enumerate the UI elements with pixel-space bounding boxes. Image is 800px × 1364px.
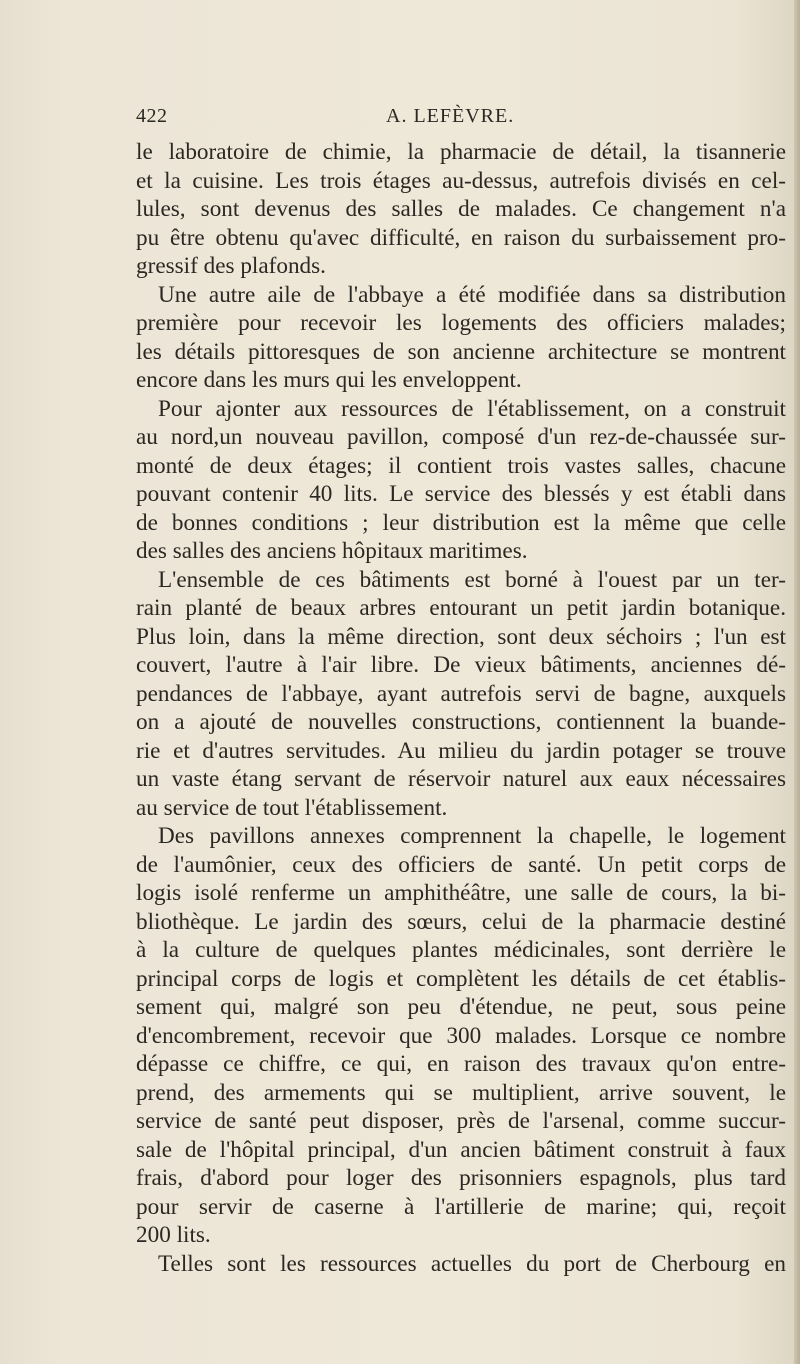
- text-line: pu être obtenu qu'avec difficulté, en raison du surbaissement pro-: [136, 224, 786, 251]
- page-header: [136, 105, 786, 135]
- text-line: première pour recevoir les logements des officiers malades;: [136, 310, 786, 336]
- text-line: Telles sont les ressources actuelles du port de Cherbourg en: [158, 1250, 786, 1277]
- text-line: de bonnes conditions ; leur distribution est la même que celle: [136, 509, 786, 536]
- text-line: le laboratoire de chimie, la pharmacie de détail, la tisannerie: [136, 139, 786, 165]
- text-line: au service de tout l'établissement.: [136, 794, 448, 821]
- text-line: d'encombrement, recevoir que 300 malades. Lorsque ce nombre: [136, 1022, 786, 1049]
- running-head: A. LEFÈVRE.: [386, 105, 515, 127]
- text-line: rain planté de beaux arbres entourant un petit jardin botanique.: [136, 595, 786, 621]
- text-line: les détails pittoresques de son ancienne architecture se montrent: [136, 338, 786, 365]
- text-line: Des pavillons annexes comprennent la chapelle, le logement: [158, 823, 786, 849]
- text-line: pour servir de caserne à l'artillerie de marine; qui, reçoit: [136, 1193, 786, 1220]
- text-line: un vaste étang servant de réservoir naturel aux eaux nécessaires: [136, 766, 786, 792]
- text-line: Plus loin, dans la même direction, sont deux séchoirs ; l'un est: [136, 623, 786, 650]
- text-line: Pour ajonter aux ressources de l'établissement, on a construit: [158, 395, 786, 422]
- page-number: 422: [136, 105, 168, 127]
- text-line: encore dans les murs qui les enveloppent.: [136, 367, 522, 393]
- text-line: principal corps de logis et complètent les détails de cet établis-: [136, 965, 786, 992]
- text-line: lules, sont devenus des salles de malades. Ce changement n'a: [136, 196, 786, 222]
- text-line: monté de deux étages; il contient trois vastes salles, chacune: [136, 452, 786, 479]
- text-line: sement qui, malgré son peu d'étendue, ne peut, sous peine: [136, 994, 786, 1020]
- text-line: L'ensemble de ces bâtiments est borné à l'ouest par un ter-: [158, 566, 786, 593]
- text-line: de l'aumônier, ceux des officiers de santé. Un petit corps de: [136, 851, 786, 878]
- text-line: pouvant contenir 40 lits. Le service des blessés y est établi dans: [136, 481, 786, 507]
- text-line: on a ajouté de nouvelles constructions, contiennent la buande-: [136, 709, 786, 735]
- text-line: rie et d'autres servitudes. Au milieu du jardin potager se trouve: [136, 737, 786, 764]
- text-line: gressif des plafonds.: [136, 253, 326, 279]
- text-line: dépasse ce chiffre, ce qui, en raison des travaux qu'on entre-: [136, 1051, 786, 1077]
- page-edge: [794, 0, 800, 1364]
- text-line: au nord,un nouveau pavillon, composé d'un rez-de-chaussée sur-: [136, 424, 786, 450]
- text-line: bliothèque. Le jardin des sœurs, celui de la pharmacie destiné: [136, 908, 786, 935]
- text-line: couvert, l'autre à l'air libre. De vieux bâtiments, anciennes dé-: [136, 652, 786, 678]
- text-line: sale de l'hôpital principal, d'un ancien bâtiment construit à faux: [136, 1136, 786, 1163]
- text-line: à la culture de quelques plantes médicinales, sont derrière le: [136, 937, 786, 963]
- text-line: logis isolé renferme un amphithéâtre, une salle de cours, la bi-: [136, 880, 786, 906]
- text-line: pendances de l'abbaye, ayant autrefois servi de bagne, auxquels: [136, 680, 786, 707]
- text-line: prend, des armements qui se multiplient, arrive souvent, le: [136, 1079, 786, 1106]
- text-line: frais, d'abord pour loger des prisonniers espagnols, plus tard: [136, 1165, 786, 1191]
- text-line: Une autre aile de l'abbaye a été modifiée dans sa distribution: [158, 281, 786, 308]
- text-line: et la cuisine. Les trois étages au-dessus, autrefois divisés en cel-: [136, 167, 786, 194]
- body-text: [136, 138, 786, 1278]
- text-line: des salles des anciens hôpitaux maritimes.: [136, 538, 528, 564]
- text-line: 200 lits.: [136, 1222, 211, 1248]
- text-line: service de santé peut disposer, près de l'arsenal, comme succur-: [136, 1108, 786, 1134]
